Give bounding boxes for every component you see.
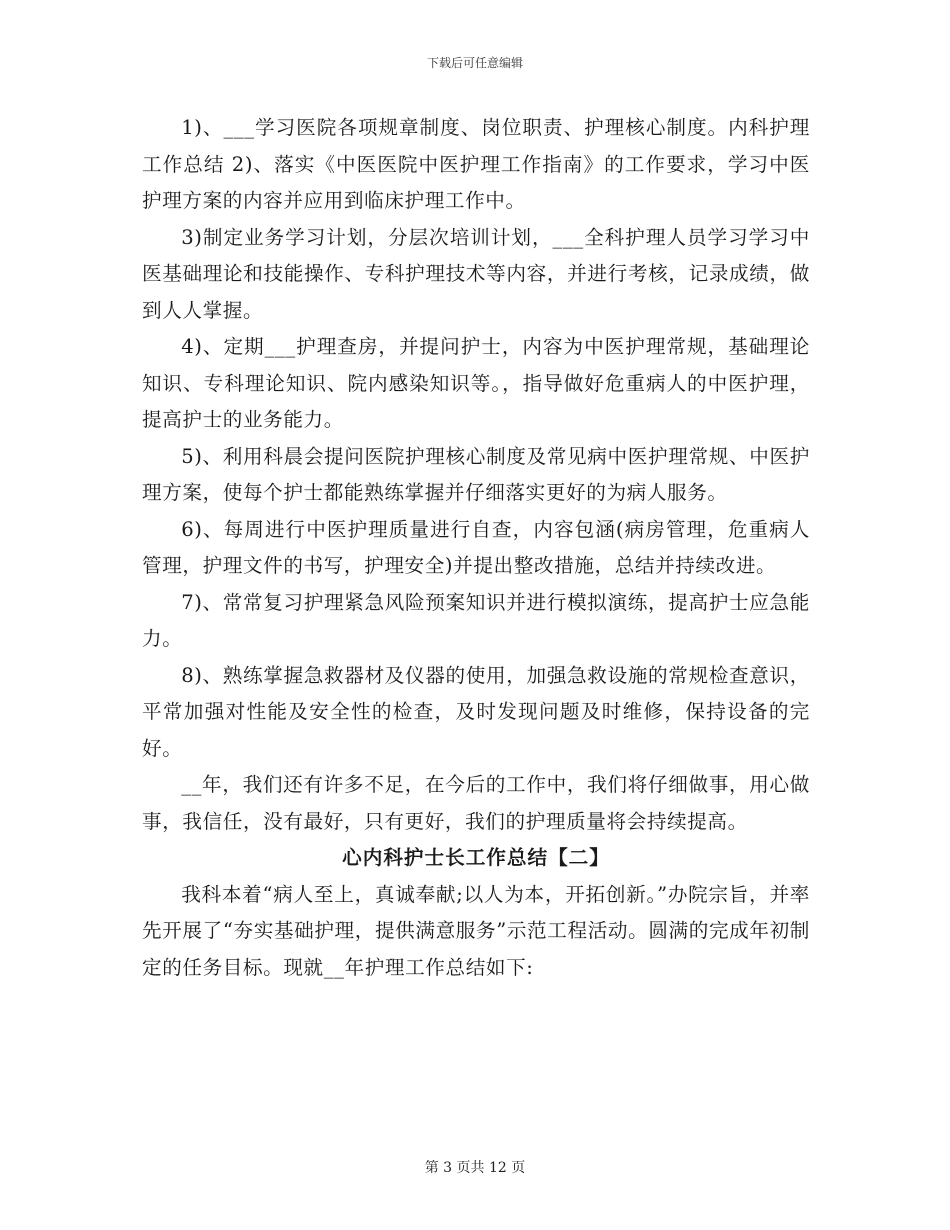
paragraph-item-8: 8)、熟练掌握急救器材及仪器的使用，加强急救设施的常规检查意识，平常加强对性能及安全性的检查，及时发现问题及时维修，保持设备的完好。 [142, 663, 810, 760]
document-body [142, 110, 810, 986]
page-footer: 第 3 页共 12 页 [424, 1160, 526, 1176]
paragraph-item-6: 6)、每周进行中医护理质量进行自查，内容包涵(病房管理，危重病人管理，护理文件的书写，护理安全)并提出整改措施，总结并持续改进。 [142, 517, 810, 577]
section-title: 心内科护士长工作总结【二】 [342, 846, 610, 869]
section-intro-paragraph: 我科本着“病人至上，真诚奉献;以人为本，开拓创新。”办院宗旨，并率先开展了“夯实基础护理，提供满意服务”示范工程活动。圆满的完成年初制定的任务目标。现就__年护理工作总结如下: [142, 882, 810, 979]
paragraph-item-7: 7)、常常复习护理紧急风险预案知识并进行模拟演练，提高护士应急能力。 [142, 590, 810, 650]
paragraph-item-5: 5)、利用科晨会提问医院护理核心制度及常见病中医护理常规、中医护理方案，使每个护士都能熟练掌握并仔细落实更好的为病人服务。 [142, 444, 810, 504]
page-header: 下载后可任意编辑 [426, 56, 523, 70]
paragraph-closing: __年，我们还有许多不足，在今后的工作中，我们将仔细做事，用心做事，我信任，没有最好，只有更好，我们的护理质量将会持续提高。 [142, 773, 810, 833]
paragraph-item-4: 4)、定期___护理查房，并提问护士，内容为中医护理常规，基础理论知识、专科理论知识、院内感染知识等。，指导做好危重病人的中医护理，提高护士的业务能力。 [142, 335, 810, 431]
paragraph-item-3: 3)制定业务学习计划，分层次培训计划，___全科护理人员学习学习中医基础理论和技能操作、专科护理技术等内容，并进行考核，记录成绩，做到人人掌握。 [142, 225, 810, 322]
paragraph-item-1: 1)、___学习医院各项规章制度、岗位职责、护理核心制度。内科护理工作总结 2)、落实《中医医院中医护理工作指南》的工作要求，学习中医护理方案的内容并应用到临床护理工作中。 [142, 116, 810, 212]
